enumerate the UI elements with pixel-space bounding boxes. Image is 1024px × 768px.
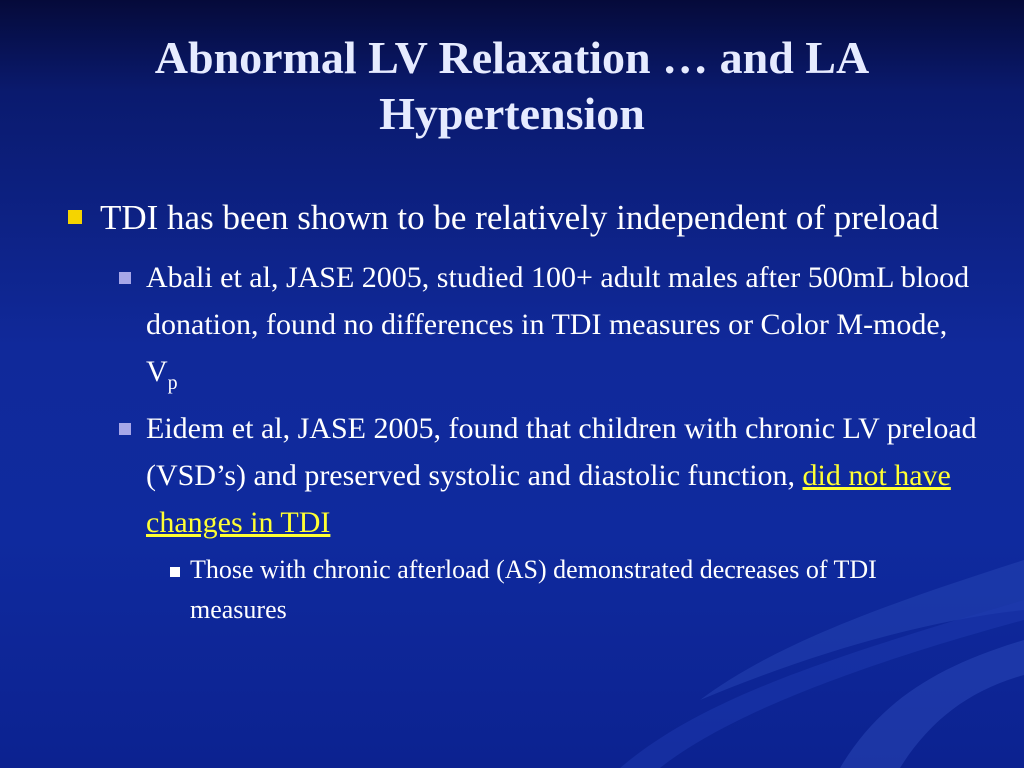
bullet-level3-afterload: [160, 550, 980, 630]
bullet-text: Abali et al, JASE 2005, studied 100+ adult males after 500mL blood donation, found no differences in TDI measures or Color M-mode, V: [146, 261, 970, 388]
square-bullet-icon: [119, 423, 131, 435]
bullet-level2-eidem: [115, 405, 980, 546]
bullet-list: [60, 192, 980, 630]
bullet-text: TDI has been shown to be relatively independent of preload: [100, 198, 939, 237]
square-bullet-icon: [119, 272, 131, 284]
square-bullet-icon: [68, 210, 82, 224]
slide-title: Abnormal LV Relaxation … and LA Hypertension: [154, 32, 870, 139]
bullet-level1: [60, 192, 980, 244]
square-bullet-icon: [170, 567, 180, 577]
bullet-text: Those with chronic afterload (AS) demonstrated decreases of TDI measures: [190, 555, 877, 624]
bullet-text: Eidem et al, JASE 2005, found that children with chronic LV preload (VSD’s) and preserved systolic and diastolic function,: [146, 412, 977, 492]
bullet-level2-abali: [115, 254, 980, 395]
subscript-p: p: [167, 372, 178, 394]
highlighted-link-text[interactable]: did not have changes in TDI: [146, 459, 951, 539]
